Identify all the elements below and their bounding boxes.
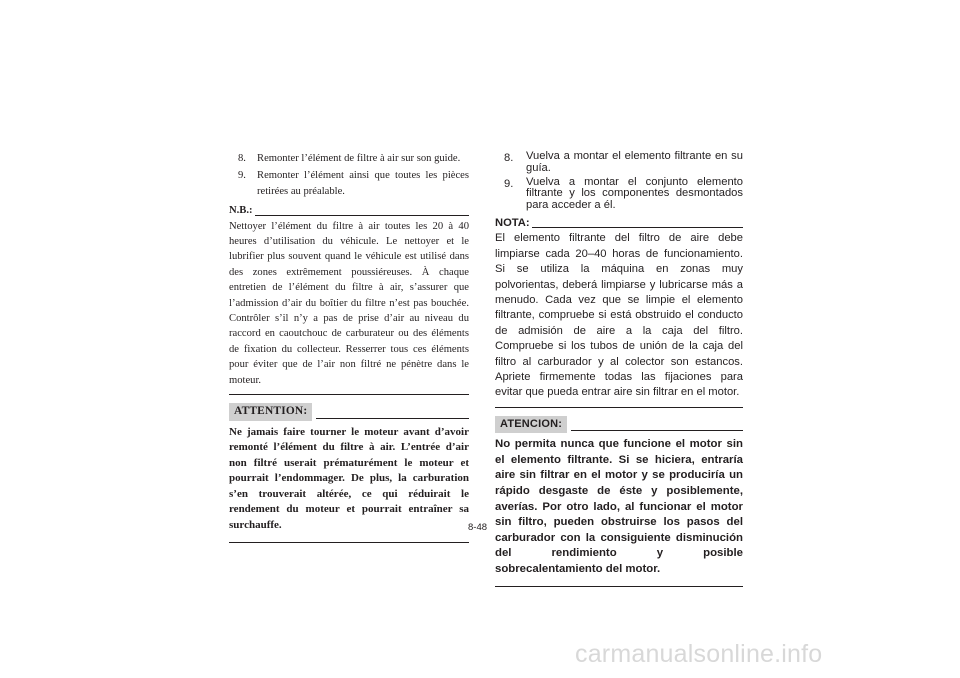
french-step-8 [238,151,469,166]
warning-rule [571,430,743,431]
french-note-end-rule [229,394,469,395]
watermark: carmanualsonline.info [575,640,823,668]
spanish-column [495,151,743,587]
warning-label: ATTENTION: [229,403,312,420]
french-warning-end-rule [229,542,469,543]
spanish-step-list [495,151,743,212]
french-note-text: Nettoyer l’élément du filtre à air toutes les 20 à 40 heures d’utilisation du véhicule. Le nettoyer et le lubrifier plus souvent quand le véhicule est utilisé dans des zones extrêmement poussiéreuses. À chaque entretien de l’élément du filtre à air, s’assurer que l’admission d’air du boîtier du filtre n’est pas bouchée. Contrôler s’il n’y a pas de prise d’air au niveau du raccord en caoutchouc de carburateur ou des éléments de fixation du collecteur. Resserrer tous ces éléments pour éviter que de l’air non filtré ne pénètre dans le moteur. [229,220,469,386]
warning-rule [316,418,469,419]
spanish-warning-heading [495,416,743,433]
french-step-9 [238,168,469,199]
step-text: Vuelva a montar el elemento filtrante en su guía. [526,150,743,174]
spanish-step-8 [504,151,743,175]
french-column [229,151,469,543]
spanish-warning-end-rule [495,586,743,587]
spanish-note-text: El elemento filtrante del filtro de aire debe limpiarse cada 20–40 horas de funcionamiento. Si se utiliza la máquina en zonas muy polvorientas, deberá limpiarse y lubricarse más a menudo. Cada vez que se limpie el elemento filtrante, compruebe si está obstruido el conducto de admisión de aire a la caja del filtro. Compruebe si los tubos de unión de la caja del filtro al carburador y al colector son estancos. Apriete firmemente todas las fijaciones para evitar que pueda entrar aire sin filtrar en el motor. [495,232,743,399]
step-number: 8. [504,152,514,164]
spanish-step-9 [504,177,743,212]
spanish-warning-text: No permita nunca que funcione el motor sin el elemento filtrante. Si se hiciera, entraría aire sin filtrar en el motor y se produciría un rápido desgaste de éste y posiblemente, averías. Por otro lado, al funcionar el motor sin filtro, pueden obstruirse los pasos del carburador con la consiguiente disminución del rendimiento y posible sobrecalentamiento del motor. [495,438,743,576]
french-step-list [229,151,469,199]
note-rule [532,227,743,228]
step-number: 8. [238,153,246,164]
step-text: Remonter l’élément de filtre à air sur son guide. [257,153,461,164]
french-warning-heading [229,403,469,420]
step-number: 9. [238,170,246,182]
page-number: 8-48 [468,522,488,533]
step-text: Remonter l’élément ainsi que toutes les pièces retirées au préalable. [257,170,469,197]
note-label: N.B.: [229,205,253,217]
note-label: NOTA: [495,216,530,229]
warning-label: ATENCION: [495,416,567,433]
step-text: Vuelva a montar el conjunto elemento filtrante y los componentes desmontados para acceder a él. [526,175,743,212]
spanish-note-heading [495,216,743,231]
note-rule [255,215,469,216]
french-note-heading [229,203,469,218]
french-warning-text: Ne jamais faire tourner le moteur avant d’avoir remonté l’élément du filtre à air. L’entrée d’air non filtré userait prématurément le moteur et pourrait l’endommager. De plus, la carburation s’en trouverait altérée, ce qui réduirait le rendement du moteur et pourrait entraîner sa surchauffe. [229,425,469,532]
spanish-note-end-rule [495,407,743,408]
step-number: 9. [504,177,514,190]
